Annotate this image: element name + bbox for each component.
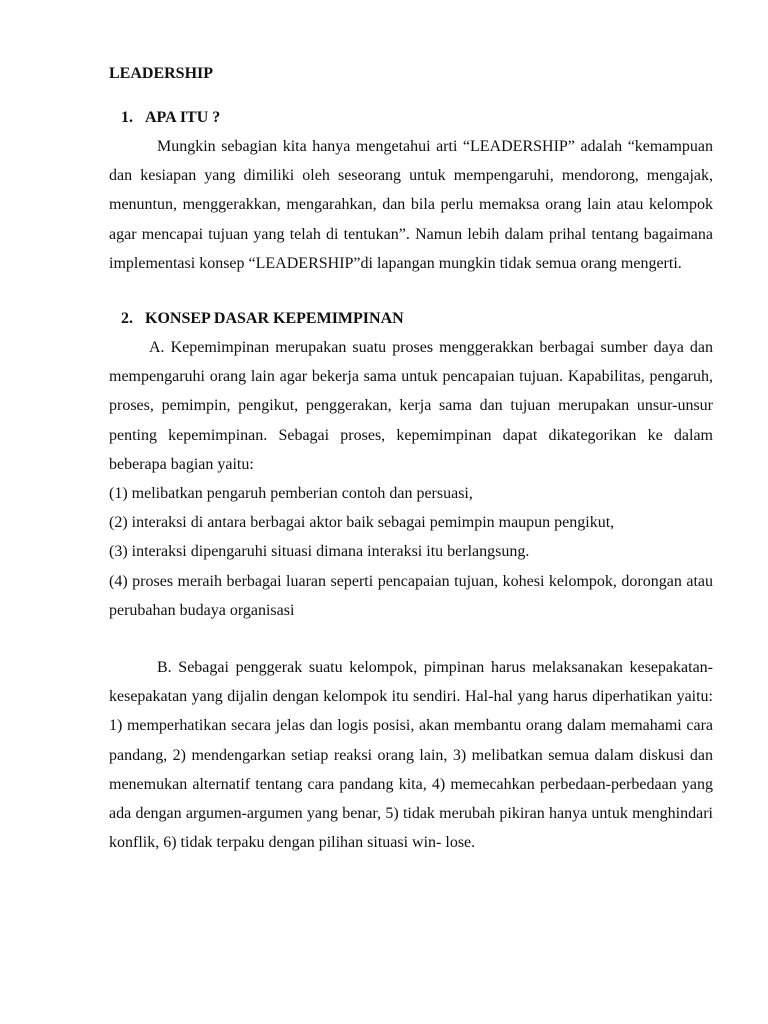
spacer: [109, 625, 713, 653]
section-2-number: 2.: [121, 310, 133, 328]
list-item: (4) proses meraih berbagai luaran seperti pencapaian tujuan, kohesi kelompok, dorongan atau perubahan budaya organisasi: [109, 572, 713, 619]
spacer: [109, 278, 713, 305]
section-1-title: APA ITU ?: [145, 109, 221, 126]
section-1-heading: [109, 104, 713, 132]
document-page: [109, 60, 713, 857]
section-2-paragraph-b: B. Sebagai penggerak suatu kelompok, pimpinan harus melaksanakan kesepakatan-kesepakatan yang dijalin dengan kelompok itu sendiri. Hal-hal yang harus diperhatikan yaitu: 1) memperhatikan secara jelas dan logis posisi, akan membantu orang dalam memahami cara pandang, 2) mendengarkan setiap reaksi orang lain, 3) melibatkan semua dalam diskusi dan menemukan alternatif tentang cara pandang kita, 4) memecahkan perbedaan-perbedaan yang ada dengan argumen-argumen yang benar, 5) tidak merubah pikiran hanya untuk menghindari konflik, 6) tidak terpaku dengan pilihan situasi win- lose.: [109, 659, 713, 852]
section-1-paragraph: Mungkin sebagian kita hanya mengetahui arti “LEADERSHIP” adalah “kemampuan dan kesiapan yang dimiliki oleh seseorang untuk mempengaruhi, mendorong, mengajak, menuntun, menggerakkan, mengarahkan, dan bila perlu memaksa orang lain atau kelompok agar mencapai tujuan yang telah di tentukan”. Namun lebih dalam prihal tentang bagaimana implementasi konsep “LEADERSHIP”di lapangan mungkin tidak semua orang mengerti.: [109, 138, 713, 272]
list-item: (1) melibatkan pengaruh pemberian contoh dan persuasi,: [109, 485, 473, 503]
list-item: (2) interaksi di antara berbagai aktor baik sebagai pemimpin maupun pengikut,: [109, 514, 615, 532]
document-title: LEADERSHIP: [109, 65, 214, 82]
section-2-paragraph-a: A. Kepemimpinan merupakan suatu proses menggerakkan berbagai sumber daya dan mempengaruhi orang lain agar bekerja sama untuk pencapaian tujuan. Kapabilitas, pengaruh, proses, pemimpin, pengikut, penggerakan, kerja sama dan tujuan merupakan unsur-unsur penting kepemimpinan. Sebagai proses, kepemimpinan dapat dikategorikan ke dalam beberapa bagian yaitu:: [109, 339, 713, 473]
section-2-title: KONSEP DASAR KEPEMIMPINAN: [145, 310, 404, 328]
section-1-number: 1.: [121, 109, 133, 126]
section-2-heading: [109, 305, 713, 333]
list-item: (3) interaksi dipengaruhi situasi dimana interaksi itu berlangsung.: [109, 543, 530, 561]
